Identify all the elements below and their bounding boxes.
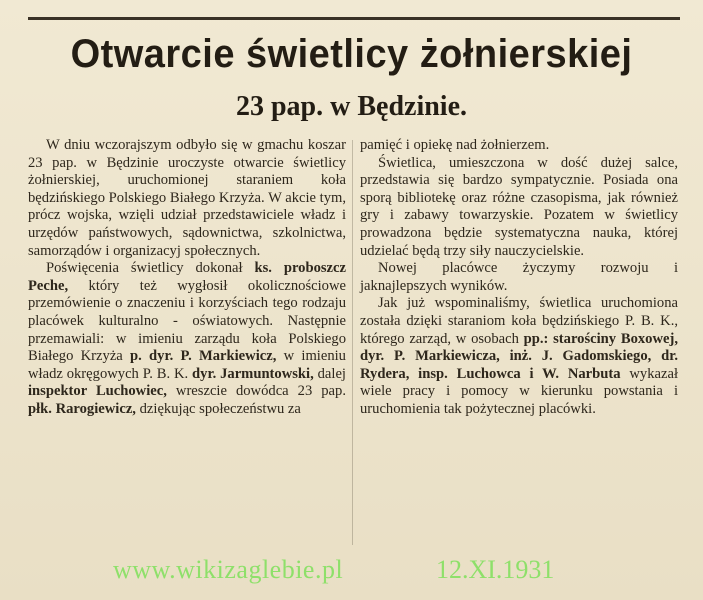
right-paragraph-3: Nowej placówce życzymy rozwoju i jaknajlepszych wyników. xyxy=(360,260,678,294)
article-subheadline: 23 pap. w Będzinie. xyxy=(235,91,468,122)
right-paragraph-1: pamięć i opiekę nad żołnierzem. xyxy=(360,137,550,153)
text-run: dalej xyxy=(313,365,346,382)
bold-name: płk. Rarogiewicz, xyxy=(28,400,136,417)
bold-name: p. dyr. P. Markiewicz, xyxy=(130,348,277,365)
right-paragraph-4 xyxy=(360,295,678,418)
column-divider xyxy=(352,140,353,545)
text-run: Jak już wspominaliśmy, świetlica uruchomiona została dzięki staraniom koła będzińskiego P. B. K., którego zarząd, w osobach xyxy=(360,295,678,347)
watermark-date: 12.XI.1931 xyxy=(436,555,555,584)
bold-name: dyr. Jarmuntowski, xyxy=(192,365,314,382)
bold-names: pp.: starościny Boxowej, dyr. P. Markiewicza, inż. J. Gadomskiego, dr. Rydera, insp. Luchowca i W. Narbuta xyxy=(360,330,678,382)
left-paragraph-1: W dniu wczorajszym odbyło się w gmachu koszar 23 pap. w Będzinie uroczyste otwarcie świetlicy żołnierskiej, uruchomionej staraniem koła będzińskiego Polskiego Białego Krzyża. W akcie tym, prócz wojska, wzięli udział przedstawiciele władz i urzędów państwowych, sądownictwa, szkolnictwa, samorządów i organizacyj społecznych. xyxy=(28,137,347,259)
right-column xyxy=(360,137,678,419)
bold-name: ks. proboszcz Peche, xyxy=(28,260,346,294)
text-run: Poświęcenia świetlicy dokonał xyxy=(46,260,255,277)
left-paragraph-2 xyxy=(28,260,346,418)
article-headline: Otwarcie świetlicy żołnierskiej xyxy=(70,32,633,76)
text-run: wreszcie dowódca 23 pap. xyxy=(166,383,346,400)
text-run: wykazał wiele pracy i pomocy w kierunku powstania i uruchomienia tak pożytecznej placówki. xyxy=(360,365,678,417)
text-run: który też wygłosił okolicznościowe przemówienie o znaczeniu i korzyściach tego rodzaju placówek kulturalno - oświatowych. Następnie przemawiali: w imieniu zarządu koła Polskiego Białego Krzyża xyxy=(28,277,346,365)
text-run: w imieniu władz okręgowych P. B. K. xyxy=(28,348,346,382)
right-paragraph-2: Świetlica, umieszczona w dość dużej salce, przedstawia się bardzo sympatycznie. Posiada ona sporą bibliotekę oraz różne czasopisma, jak również gry i zabawy towarzyskie. Pozatem w świetlicy prowadzona będzie systematyczna nauka, której udzielać będą trzy siły nauczycielskie. xyxy=(360,154,678,259)
text-run: dziękując społeczeństwu za xyxy=(135,400,301,417)
bold-name: inspektor Luchowiec, xyxy=(28,383,167,400)
watermark-site: www.wikizaglebie.pl xyxy=(113,555,344,584)
top-rule xyxy=(28,17,680,20)
left-column xyxy=(28,137,346,419)
